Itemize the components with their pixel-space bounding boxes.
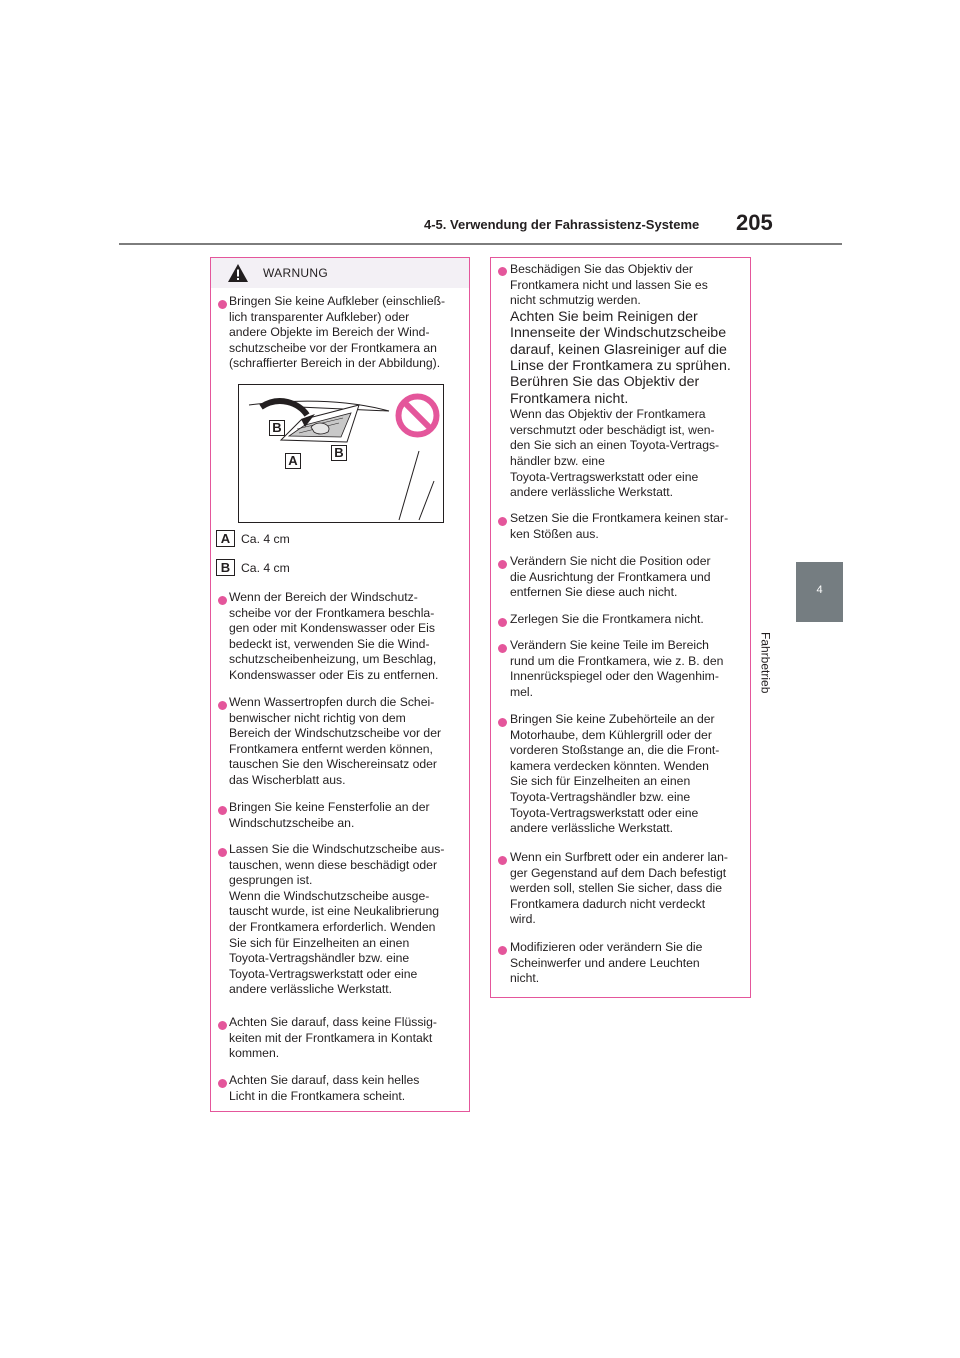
text-line: darauf, keinen Glasreiniger auf die: [510, 341, 727, 358]
text-line: schutzscheibe vor der Frontkamera an: [229, 340, 437, 355]
text-line: Berühren Sie das Objektiv der: [510, 374, 700, 391]
text-line: Frontkamera entfernt werden können,: [229, 741, 433, 756]
text-line: Windschutzscheibe an.: [229, 815, 355, 830]
text-line: Beschädigen Sie das Objektiv der: [510, 262, 693, 276]
legend-key-a: A: [216, 530, 235, 547]
warning-item: [510, 850, 750, 928]
text-line: Bringen Sie keine Fensterfolie an der: [229, 800, 430, 814]
bullet-dot-icon: [498, 618, 507, 627]
text-line: scheibe vor der Frontkamera beschla-: [229, 605, 435, 620]
warning-triangle-icon: [227, 263, 249, 283]
warning-item: [229, 590, 469, 684]
legend-text-b: Ca. 4 cm: [241, 561, 290, 575]
warning-item: [510, 712, 750, 837]
bullet-dot-icon: [498, 856, 507, 865]
text-line: den Sie sich an einen Toyota-Vertrags-: [510, 438, 720, 453]
bullet-dot-icon: [498, 644, 507, 653]
legend-key-b: B: [216, 559, 235, 576]
text-line: Scheinwerfer und andere Leuchten: [510, 955, 700, 970]
text-line: keiten mit der Frontkamera in Kontakt: [229, 1030, 433, 1045]
text-line: schutzscheibenheizung, um Beschlag,: [229, 652, 437, 667]
bullet-dot-icon: [498, 517, 507, 526]
warning-item: [510, 554, 750, 601]
text-line: Bringen Sie keine Zubehörteile an der: [510, 712, 715, 726]
text-line: Wenn Wassertropfen durch die Schei-: [229, 695, 435, 709]
figure-label-b-top: B: [269, 420, 285, 436]
text-line: Sie sich für Einzelheiten an einen: [510, 774, 691, 789]
text-line: Innenrückspiegel oder den Wagenhim-: [510, 669, 719, 684]
text-line: Bringen Sie keine Aufkleber (einschließ-: [229, 294, 446, 308]
text-line: entfernen Sie diese auch nicht.: [510, 585, 678, 600]
page-number: 205: [736, 210, 773, 235]
text-line: Motorhaube, dem Kühlergrill oder der: [510, 727, 712, 742]
text-line: händler bzw. eine: [510, 454, 605, 468]
text-line: verschmutzt oder beschädigt ist, wen-: [510, 422, 715, 437]
text-line: die Ausrichtung der Frontkamera und: [510, 569, 711, 584]
text-line: bedeckt ist, verwenden Sie die Wind-: [229, 636, 430, 651]
warning-item: [229, 842, 469, 998]
text-line: kommen.: [229, 1046, 280, 1061]
warning-header: [211, 258, 469, 288]
bullet-dot-icon: [218, 596, 227, 605]
text-line: Verändern Sie nicht die Position oder: [510, 554, 711, 568]
windshield-camera-illustration: [238, 384, 444, 523]
text-line: andere verlässliche Werkstatt.: [229, 982, 393, 997]
bullet-dot-icon: [218, 701, 227, 710]
text-line: Zerlegen Sie die Frontkamera nicht.: [510, 612, 704, 626]
warning-item: [510, 511, 750, 542]
warning-box-left: [210, 257, 470, 1112]
warning-item: [510, 940, 750, 987]
text-line: andere Objekte im Bereich der Wind-: [229, 325, 430, 340]
warning-item: [510, 612, 750, 628]
text-line: lich transparenter Aufkleber) oder: [229, 309, 410, 324]
text-line: tauschen, wenn diese beschädigt oder: [229, 857, 438, 872]
text-line: Wenn der Bereich der Windschutz-: [229, 590, 418, 604]
text-line: Toyota-Vertragswerkstatt oder eine: [229, 966, 418, 981]
text-line: benwischer nicht richtig von dem: [229, 710, 406, 725]
text-line: vorderen Stoßstange an, die die Front-: [510, 743, 720, 758]
text-line: Wenn das Objektiv der Frontkamera: [510, 407, 706, 422]
text-line: Achten Sie darauf, dass kein helles: [229, 1073, 420, 1087]
bullet-dot-icon: [218, 848, 227, 857]
text-line: Licht in die Frontkamera scheint.: [229, 1088, 406, 1103]
chapter-number: 4: [816, 584, 823, 596]
warning-item: [510, 638, 750, 700]
text-line: Kondenswasser oder Eis zu entfernen.: [229, 667, 439, 682]
text-line: der Frontkamera erforderlich. Wenden: [229, 919, 436, 934]
text-line: nicht.: [510, 971, 540, 986]
text-line: Wenn ein Surfbrett oder ein anderer lan-: [510, 850, 728, 864]
text-line: Achten Sie darauf, dass keine Flüssig-: [229, 1015, 437, 1029]
text-line: Verändern Sie keine Teile im Bereich: [510, 638, 709, 652]
bullet-dot-icon: [218, 1021, 227, 1030]
warning-item: [510, 262, 750, 501]
header-rule: [119, 243, 842, 245]
text-line: nicht schmutzig werden.: [510, 293, 641, 308]
text-line: gen oder mit Kondenswasser oder Eis: [229, 621, 435, 636]
text-line: Sie sich für Einzelheiten an einen: [229, 935, 410, 950]
text-line: ken Stößen aus.: [510, 526, 599, 541]
text-line: andere verlässliche Werkstatt.: [510, 485, 674, 500]
warning-item: [229, 695, 469, 789]
bullet-dot-icon: [218, 806, 227, 815]
figure-label-a: A: [285, 453, 301, 469]
figure-label-b-right: B: [331, 445, 347, 461]
warning-item: [229, 1015, 469, 1062]
warning-item: [229, 294, 469, 372]
text-line: mel.: [510, 684, 534, 699]
text-line: Modifizieren oder verändern Sie die: [510, 940, 703, 954]
chapter-label-text: Fahrbetrieb: [758, 632, 773, 694]
text-line: Frontkamera nicht.: [510, 390, 629, 407]
text-line: gesprungen ist.: [229, 873, 313, 888]
text-line: werden soll, stellen Sie sicher, dass die: [510, 881, 723, 896]
bullet-dot-icon: [218, 1079, 227, 1088]
text-line: Bereich der Windschutzscheibe vor der: [229, 726, 442, 741]
text-line: Innenseite der Windschutzscheibe: [510, 325, 727, 342]
bullet-dot-icon: [498, 946, 507, 955]
text-line: Frontkamera dadurch nicht verdeckt: [510, 896, 706, 911]
bullet-dot-icon: [498, 267, 507, 276]
text-line: tauscht wurde, ist eine Neukalibrierung: [229, 904, 440, 919]
text-line: Toyota-Vertragswerkstatt oder eine: [510, 805, 699, 820]
text-line: Setzen Sie die Frontkamera keinen star-: [510, 511, 729, 525]
warning-label: WARNUNG: [263, 266, 328, 280]
text-line: Achten Sie beim Reinigen der: [510, 308, 698, 325]
text-line: wird.: [510, 912, 536, 927]
prohibition-icon: [395, 393, 440, 438]
bullet-dot-icon: [498, 560, 507, 569]
legend-text-a: Ca. 4 cm: [241, 532, 290, 546]
text-line: (schraffierter Bereich in der Abbildung).: [229, 356, 441, 371]
text-line: kamera verdecken könnten. Wenden: [510, 758, 709, 773]
warning-item: [229, 1073, 469, 1104]
text-line: Wenn die Windschutzscheibe ausge-: [229, 888, 430, 903]
warning-box-right: [490, 257, 751, 998]
text-line: Toyota-Vertragshändler bzw. eine: [229, 951, 410, 966]
chapter-tab[interactable]: [796, 562, 843, 622]
text-line: ger Gegenstand auf dem Dach befestigt: [510, 865, 727, 880]
text-line: rund um die Frontkamera, wie z. B. den: [510, 653, 724, 668]
warning-item: [229, 800, 469, 831]
text-line: Linse der Frontkamera zu sprühen.: [510, 358, 731, 374]
text-line: andere verlässliche Werkstatt.: [510, 821, 674, 836]
text-line: Toyota-Vertragshändler bzw. eine: [510, 789, 691, 804]
bullet-dot-icon: [498, 718, 507, 727]
chapter-label: [758, 632, 806, 732]
text-line: Toyota-Vertragswerkstatt oder eine: [510, 469, 699, 484]
text-line: Lassen Sie die Windschutzscheibe aus-: [229, 842, 445, 856]
section-title: 4-5. Verwendung der Fahrassistenz-Systeme: [424, 217, 700, 232]
bullet-dot-icon: [218, 300, 227, 309]
text-line: Frontkamera nicht und lassen Sie es: [510, 277, 708, 292]
text-line: das Wischerblatt aus.: [229, 772, 346, 787]
text-line: tauschen Sie den Wischereinsatz oder: [229, 757, 437, 772]
